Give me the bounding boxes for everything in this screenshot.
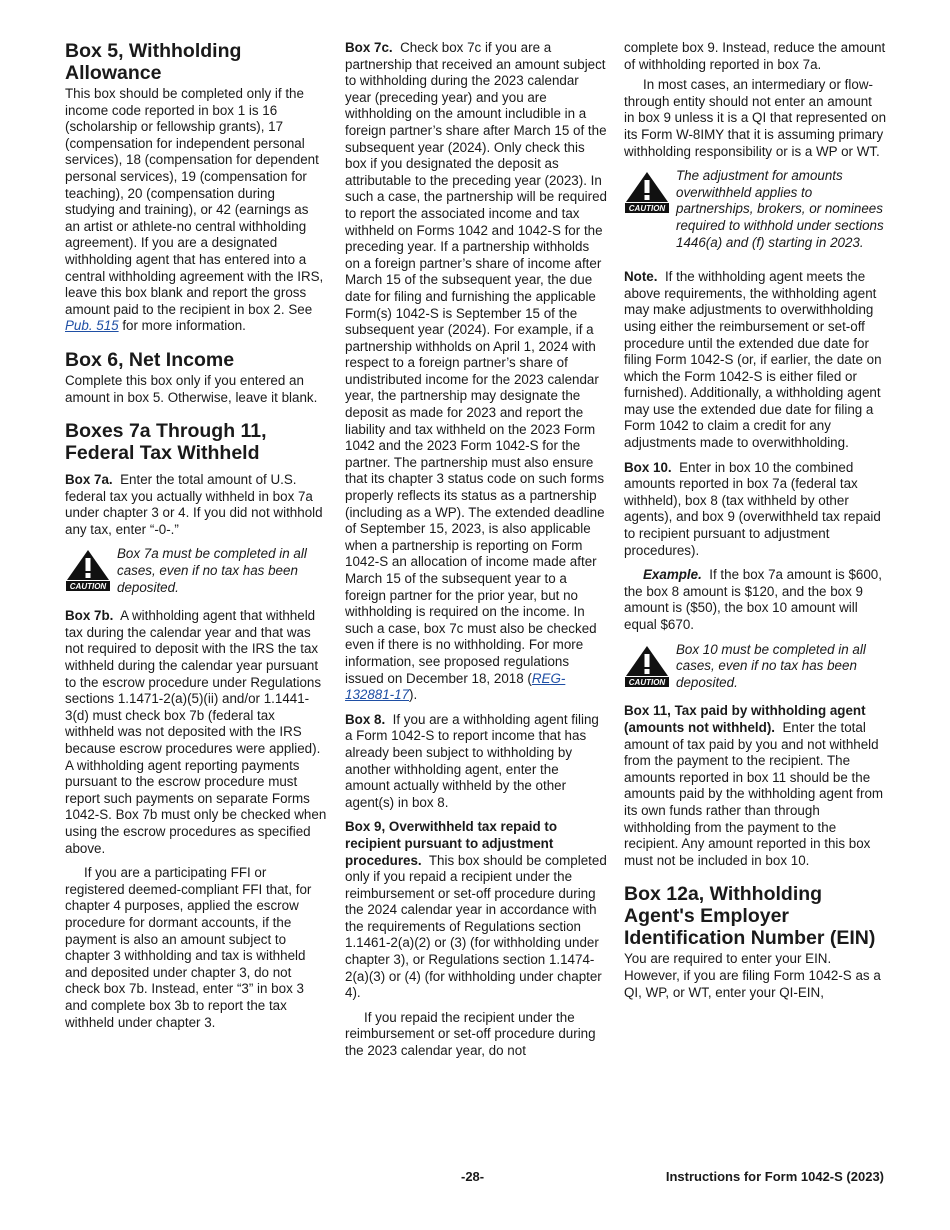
ffi-paragraph: If you are a participating FFI or registered deemed-compliant FFI that, for chapter 4 purposes, applied the escrow procedure for dormant accounts, if the payment is also an amount subject to chapter 3 withholding and tax is withheld and deposited under chapter 3, do not check box 7b. Instead, enter “3” in box 3 and complete box 3b to report the tax withheld under chapter 3.	[65, 865, 312, 1030]
box12a-paragraph: You are required to enter your EIN. However, if you are filing Form 1042-S as a QI, WP, or WT, enter your QI-EIN,	[624, 951, 881, 1000]
caution-icon-label: CAUTION	[628, 677, 666, 687]
box5-heading: Box 5, Withholding Allowance	[65, 40, 242, 84]
example-paragraph: Example. If the box 7a amount is $600, the box 8 amount is $120, and the box 9 amount is ($50), the box 10 amount will equal $670.	[624, 567, 882, 632]
column-3	[624, 40, 886, 1009]
box12a-heading: Box 12a, Withholding Agent's Employer Identification Number (EIN)	[624, 883, 876, 950]
note-paragraph: Note. If the withholding agent meets the above requirements, the withholding agent may make adjustments to overwithholding using either the reimbursement or set-off procedure until the extended due date for filing Form 1042-S (or, if earlier, the date on which the Form 1042-S is either filed or furnished). Additionally, a withholding agent may use the extended due date for filing a Form 1042 to claim a credit for any adjustments made to overwithholding.	[624, 269, 882, 451]
box6-paragraph: Complete this box only if you entered an amount in box 5. Otherwise, leave it blank.	[65, 372, 318, 405]
box7b-paragraph: Box 7b. A withholding agent that withheld tax during the calendar year and that was not required to deposit with the IRS the tax withheld during the calendar year pursuant to the escrow procedure under Regulations sections 1.1471-2(a)(5)(ii) and/or 1.1441-3(d) must check box 7b (federal tax withheld was not deposited with the IRS because escrow procedures were applied). A withholding agent reporting payments pursuant to the escrow procedure must report such payments on separate Forms 1042-S. Box 7b must only be checked when using the escrow procedures as specified above.	[65, 608, 327, 856]
column-2	[345, 40, 607, 1068]
caution-text-10: Box 10 must be completed in all cases, even if no tax has been deposited.	[676, 641, 866, 690]
caution-icon	[624, 644, 670, 688]
pub515-link[interactable]: Pub. 515	[65, 318, 119, 334]
caution-icon	[624, 170, 670, 214]
box9-paragraph: Box 9, Overwithheld tax repaid to recipient pursuant to adjustment procedures. This box should be completed only if you repaid a recipient under the reimbursement or set-off procedure during the 2024 calendar year in accordance with the requirements of Regulations section 1.1461-2(a)(2) or (3) (for withholding under chapter 3), or Regulations section 1.1474-2(a)(3) or (4) (for withholding under chapter 4).	[345, 819, 607, 1001]
reg-link[interactable]: REG-132881-17	[345, 670, 566, 703]
column-1	[65, 40, 327, 1039]
document-title: Instructions for Form 1042-S (2023)	[665, 1169, 884, 1184]
box10-paragraph: Box 10. Enter in box 10 the combined amounts reported in box 7a (federal tax withheld), box 8 (tax withheld by other agents), and box 9 (overwithheld tax repaid to recipient pursuant to adjustment procedures).	[624, 459, 881, 558]
box7a-paragraph: Box 7a. Enter the total amount of U.S. federal tax you actually withheld in box 7a under chapter 3 or 4. If you did not withhold any tax, enter “-0-.”	[65, 472, 323, 537]
box8-paragraph: Box 8. If you are a withholding agent filing a Form 1042-S to report income that has already been subject to withholding by another withholding agent, enter the amount actually withheld by the other agent(s) in box 8.	[345, 711, 599, 810]
continued-paragraph: complete box 9. Instead, reduce the amount of withholding reported in box 7a.	[624, 40, 886, 72]
box6-heading: Box 6, Net Income	[65, 348, 235, 371]
caution-icon	[65, 548, 111, 592]
caution-box-adjustment	[624, 168, 886, 251]
caution-box-7a	[65, 546, 327, 596]
box7-heading: Boxes 7a Through 11, Federal Tax Withheld	[65, 420, 267, 465]
repaid-paragraph: If you repaid the recipient under the reimbursement or set-off procedure during the 2023 calendar year, do not	[345, 1009, 596, 1059]
caution-box-10	[624, 642, 886, 692]
box7c-paragraph: Box 7c. Check box 7c if you are a partnership that received an amount subject to withholding during the 2023 calendar year (preceding year) and you are withholding on the amount includible in a foreign partner’s share after March 15 of the subsequent year (2024). Only check this box if you designated the deposit as attributable to the preceding year (2023). In such a case, the partnership will be required to report the associated income and tax withheld on Forms 1042 and 1042-S for the preceding year. If a partnership withholds on a foreign partner’s share of income after March 15 of the subsequent year, the due date for filing and furnishing the applicable Form(s) 1042-S is September 15 of the subsequent year (2024). For example, if a partnership withholds on April 1, 2024 with respect to a foreign partner’s share of undistributed income for the 2023 calendar year, the partnership may designate the deposit as made for 2023 and report the liability and tax withheld on the 2023 Form 1042 and the 2023 Form 1042-S for the partner. The partnership must also ensure that its chapter 3 status code on such forms properly reflects its status as a partnership (including as a WP). The extended deadline of September 15, 2023, is also applicable when a partnership is reporting on Form 1042-S an allocation of income made after March 15 of the subsequent year to a foreign partner for the prior year, but no withholding is required on the income. In such a case, box 7c must also be checked even if there is no withholding. For more information, see proposed regulations issued on December 18, 2018 (REG-132881-17).	[345, 40, 608, 703]
caution-text-adjustment: The adjustment for amounts overwithheld applies to partnerships, brokers, or nominees required to withhold under sections 1446(a) and (f) starting in 2023.	[676, 168, 884, 250]
intermediary-paragraph: In most cases, an intermediary or flow-through entity should not enter an amount in box 9 unless it is a QI that represented on its Form W-8IMY that it is assuming primary withholding responsibility or is a WP or WT.	[624, 77, 887, 159]
caution-icon-label: CAUTION	[628, 204, 666, 214]
box11-paragraph: Box 11, Tax paid by withholding agent (amounts not withheld). Enter the total amount of tax paid by you and not withheld from the payment to the recipient. The amounts reported in box 11 should be the amounts paid by the withholding agent from its own funds rather than through withholding from the payment to the recipient. Any amount reported in this box must not be included in box 10.	[624, 703, 884, 868]
page-number: -28-	[461, 1169, 485, 1184]
caution-text-7a: Box 7a must be completed in all cases, even if no tax has been deposited.	[117, 546, 307, 595]
caution-icon-label: CAUTION	[69, 582, 107, 592]
box5-paragraph: This box should be completed only if the income code reported in box 1 is 16 (scholarship or fellowship grants), 17 (compensation for independent personal services), 18 (compensation for dependent personal services), 19 (compensation for teaching), 20 (compensation during studying and training), or 42 (earnings as an artist or athlete-no central withholding agreement). If you are a designated withholding agent that has entered into a central withholding agreement with the IRS, leave this box blank and report the gross amount paid to the recipient in box 2. See Pub. 515 for more information.	[65, 86, 324, 334]
